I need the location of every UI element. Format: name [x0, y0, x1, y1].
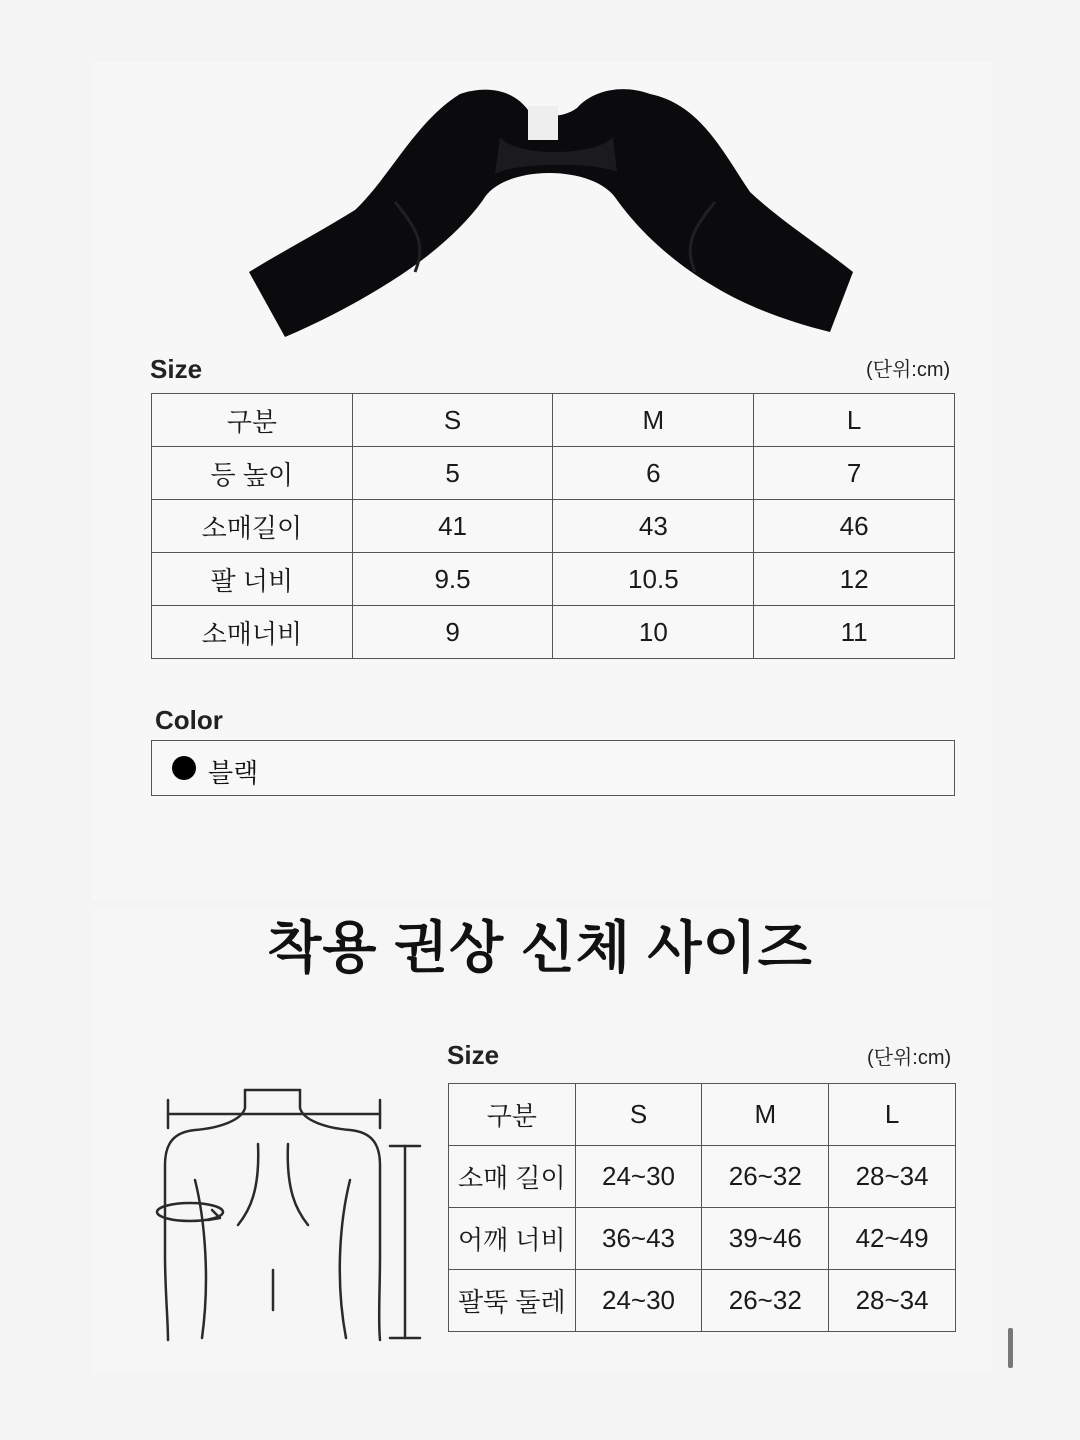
- row-label: 팔 너비: [152, 553, 353, 606]
- table-header-row: [449, 1084, 956, 1146]
- color-label: Color: [155, 705, 223, 735]
- table-row: [152, 553, 955, 606]
- color-name: 블랙: [208, 758, 259, 788]
- unit-label: (단위:cm): [867, 1047, 952, 1069]
- header-cell: L: [829, 1084, 956, 1146]
- header-cell: L: [754, 394, 955, 447]
- arm-shaper-garment-image: [245, 82, 860, 342]
- row-label: 소매너비: [152, 606, 353, 659]
- table-cell: 12: [754, 553, 955, 606]
- table-cell: 42~49: [829, 1208, 956, 1270]
- product-size-table: [151, 393, 955, 659]
- header-cell: 구분: [449, 1084, 576, 1146]
- color-option-row: [151, 740, 955, 796]
- recommended-body-size-title: 착용 권상 신체 사이즈: [267, 916, 813, 979]
- table-cell: 9: [352, 606, 553, 659]
- table-cell: 26~32: [702, 1270, 829, 1332]
- table-row: [449, 1208, 956, 1270]
- table-cell: 7: [754, 447, 955, 500]
- table-cell: 39~46: [702, 1208, 829, 1270]
- table-row: [449, 1146, 956, 1208]
- table-cell: 28~34: [829, 1146, 956, 1208]
- table-cell: 6: [553, 447, 754, 500]
- table-header-row: [152, 394, 955, 447]
- table-row: [449, 1270, 956, 1332]
- table-cell: 46: [754, 500, 955, 553]
- table-cell: 28~34: [829, 1270, 956, 1332]
- table-cell: 10: [553, 606, 754, 659]
- table-row: [152, 606, 955, 659]
- table-cell: 11: [754, 606, 955, 659]
- scrollbar-thumb[interactable]: [1008, 1328, 1013, 1368]
- table-cell: 26~32: [702, 1146, 829, 1208]
- table-cell: 9.5: [352, 553, 553, 606]
- row-label: 소매길이: [152, 500, 353, 553]
- table-cell: 10.5: [553, 553, 754, 606]
- body-measurement-figure: [150, 1080, 430, 1350]
- row-label: 등 높이: [152, 447, 353, 500]
- row-label: 소매 길이: [449, 1146, 576, 1208]
- size-label: Size: [447, 1040, 500, 1070]
- unit-label: (단위:cm): [866, 359, 951, 381]
- table-cell: 36~43: [575, 1208, 702, 1270]
- row-label: 어깨 너비: [449, 1208, 576, 1270]
- table-cell: 24~30: [575, 1270, 702, 1332]
- body-size-table: [448, 1083, 956, 1332]
- row-label: 팔뚝 둘레: [449, 1270, 576, 1332]
- color-swatch: [172, 756, 196, 780]
- table-row: [152, 500, 955, 553]
- table-cell: 43: [553, 500, 754, 553]
- header-cell: M: [702, 1084, 829, 1146]
- header-cell: 구분: [152, 394, 353, 447]
- table-cell: 5: [352, 447, 553, 500]
- size-label: Size: [150, 354, 203, 384]
- header-cell: S: [575, 1084, 702, 1146]
- header-cell: M: [553, 394, 754, 447]
- table-cell: 41: [352, 500, 553, 553]
- table-row: [152, 447, 955, 500]
- header-cell: S: [352, 394, 553, 447]
- table-cell: 24~30: [575, 1146, 702, 1208]
